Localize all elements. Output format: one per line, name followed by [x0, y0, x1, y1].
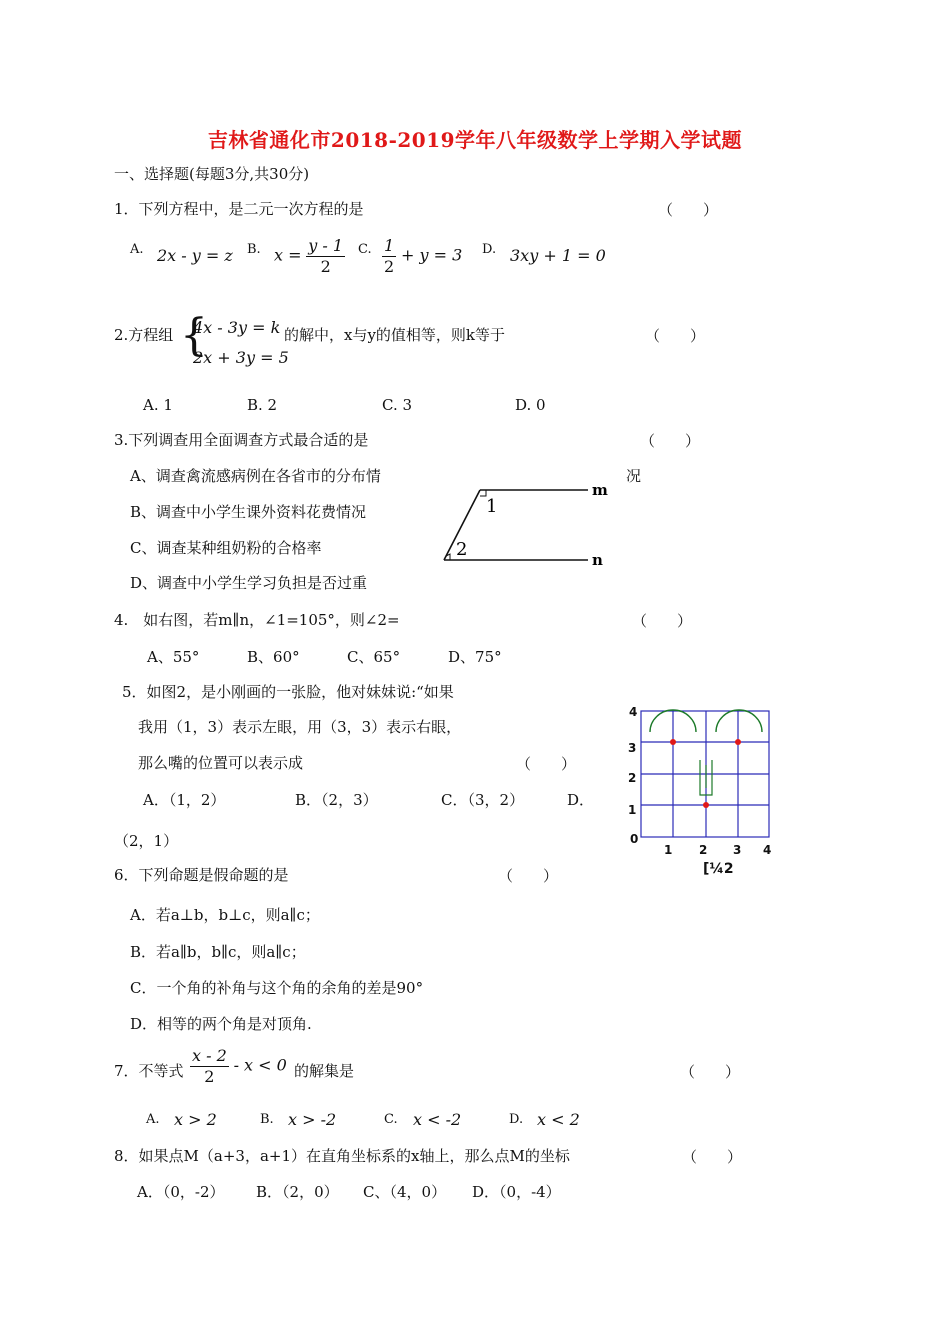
- q7-option-b-label: B.: [260, 1112, 274, 1127]
- q7-suffix: 的解集是: [294, 1062, 355, 1080]
- y-tick-1: 1: [628, 803, 637, 817]
- left-eye-dot: [670, 739, 676, 745]
- q1-option-a-label: A.: [130, 242, 144, 257]
- q4-option-a: A、55°: [147, 648, 200, 666]
- q8-option-a: A．（0，-2）: [137, 1183, 225, 1201]
- q2-prefix: 2.方程组: [114, 326, 174, 344]
- q2-option-b: B. 2: [247, 396, 278, 414]
- label-n: n: [592, 551, 603, 569]
- q3-answer-paren: （ ）: [640, 432, 701, 450]
- mouth-dot: [703, 802, 709, 808]
- q6-option-d: D．相等的两个角是对顶角.: [130, 1015, 312, 1033]
- q5-option-a: A．（1，2）: [143, 791, 226, 809]
- q1-option-c-rest: + y = 3: [400, 245, 463, 265]
- right-eyebrow: [716, 710, 762, 732]
- q5-answer-paren: （ ）: [516, 755, 577, 773]
- q7-option-a-label: A.: [146, 1112, 160, 1127]
- q5-option-d-value: （2，1）: [114, 832, 179, 850]
- y-tick-2: 2: [628, 771, 637, 785]
- q4-option-c: C、65°: [347, 648, 401, 666]
- y-tick-0: 0: [630, 832, 639, 846]
- q3-option-a: A、调查禽流感病例在各省市的分布情: [130, 467, 381, 485]
- q7-fraction: [190, 1046, 229, 1087]
- q5-line-3: 那么嘴的位置可以表示成: [138, 754, 304, 772]
- q1-option-c-numerator: 1: [384, 236, 395, 255]
- q1-option-c-expr: [382, 236, 462, 277]
- x-tick-1: 1: [664, 843, 673, 857]
- q1-stem: 1．下列方程中，是二元一次方程的是: [114, 200, 364, 218]
- face-grid-figure: [620, 700, 790, 880]
- q7-answer-paren: （ ）: [680, 1063, 741, 1081]
- q2-option-c: C. 3: [382, 396, 413, 414]
- q3-option-c: C、调查某种组奶粉的合格率: [130, 539, 322, 557]
- q7-numerator: x - 2: [192, 1046, 227, 1065]
- q6-answer-paren: （ ）: [498, 867, 559, 885]
- q2-brace: {: [180, 310, 208, 361]
- q7-rest: - x < 0: [233, 1055, 287, 1075]
- q8-option-b: B．（2，0）: [256, 1183, 339, 1201]
- q7-option-a-expr: x > 2: [174, 1110, 217, 1129]
- q6-stem: 6．下列命题是假命题的是: [114, 866, 289, 884]
- section-heading: 一、选择题(每题3分,共30分): [114, 165, 310, 183]
- q2-option-d: D. 0: [515, 396, 546, 414]
- q2-equation-2: 2x + 3y = 5: [193, 348, 289, 367]
- q4-option-d: D、75°: [448, 648, 502, 666]
- q1-option-b-expr: [274, 236, 345, 277]
- q5-option-d: D．: [567, 791, 595, 809]
- label-angle-1: 1: [486, 496, 498, 517]
- q1-option-c-label: C.: [358, 242, 372, 257]
- q7-denominator: 2: [204, 1067, 215, 1086]
- q8-option-d: D．（0，-4）: [472, 1183, 561, 1201]
- x-tick-2: 2: [699, 843, 708, 857]
- q8-option-c: C、（4，0）: [363, 1183, 447, 1201]
- q3-option-a-tail: 况: [626, 467, 642, 485]
- q1-option-b-lhs: x =: [274, 245, 302, 265]
- q5-line-2: 我用（1，3）表示左眼，用（3，3）表示右眼，: [138, 718, 462, 736]
- q2-equation-1: 4x - 3y = k: [193, 318, 281, 337]
- q1-option-b-label: B.: [247, 242, 261, 257]
- q1-answer-paren: （ ）: [658, 201, 719, 219]
- grid-lines: [641, 711, 769, 837]
- q5-option-c: C．（3，2）: [441, 791, 525, 809]
- x-tick-4: 4: [763, 843, 772, 857]
- q7-option-d-label: D.: [509, 1112, 524, 1127]
- q7-expression: [190, 1046, 287, 1087]
- q6-option-b: B．若a∥b，b∥c，则a∥c；: [130, 943, 306, 961]
- q7-option-c-expr: x < -2: [413, 1110, 462, 1129]
- q7-option-c-label: C.: [384, 1112, 398, 1127]
- q5-option-b: B．（2，3）: [295, 791, 378, 809]
- q8-answer-paren: （ ）: [682, 1148, 743, 1166]
- q1-option-b-numerator: y - 1: [308, 236, 344, 255]
- q3-option-d: D、调查中小学生学习负担是否过重: [130, 574, 368, 592]
- q4-answer-paren: （ ）: [632, 612, 693, 630]
- q4-option-b: B、60°: [247, 648, 300, 666]
- page-title: 吉林省通化市2018-2019学年八年级数学上学期入学试题: [207, 128, 743, 152]
- label-angle-2: 2: [456, 539, 468, 560]
- q1-option-c-denominator: 2: [384, 257, 395, 276]
- q6-option-a: A．若a⊥b，b⊥c，则a∥c；: [130, 906, 320, 924]
- q1-option-d-label: D.: [482, 242, 497, 257]
- q1-option-b-denominator: 2: [320, 257, 331, 276]
- q3-stem: 3.下列调查用全面调查方式最合适的是: [114, 431, 369, 449]
- q2-option-a: A. 1: [143, 396, 173, 414]
- q6-option-c: C．一个角的补角与这个角的余角的差是90°: [130, 979, 424, 997]
- right-eye-dot: [735, 739, 741, 745]
- q7-option-b-expr: x > -2: [288, 1110, 337, 1129]
- q2-answer-paren: （ ）: [645, 327, 706, 345]
- q1-option-c-fraction: [382, 236, 396, 277]
- q1-option-d-expr: 3xy + 1 = 0: [510, 246, 606, 265]
- y-tick-3: 3: [628, 741, 637, 755]
- figure-2-caption: [¼2: [703, 861, 734, 877]
- q7-prefix: 7．不等式: [114, 1062, 184, 1080]
- q3-option-b: B、调查中小学生课外资料花费情况: [130, 503, 367, 521]
- q2-suffix: 的解中，x与y的值相等，则k等于: [284, 326, 506, 344]
- q7-option-d-expr: x < 2: [537, 1110, 580, 1129]
- q4-stem: 4. 如右图，若m∥n，∠1=105°，则∠2=: [114, 611, 400, 629]
- y-tick-4: 4: [629, 705, 638, 719]
- q5-line-1: 5．如图2，是小刚画的一张脸，他对妹妹说:“如果: [122, 683, 454, 701]
- q8-stem: 8．如果点M（a+3，a+1）在直角坐标系的x轴上，那么点M的坐标: [114, 1147, 570, 1165]
- parallel-lines-figure: [438, 480, 618, 575]
- label-m: m: [592, 481, 608, 499]
- q1-option-a-expr: 2x - y = z: [157, 246, 233, 265]
- x-tick-3: 3: [733, 843, 742, 857]
- q1-option-b-fraction: [306, 236, 345, 277]
